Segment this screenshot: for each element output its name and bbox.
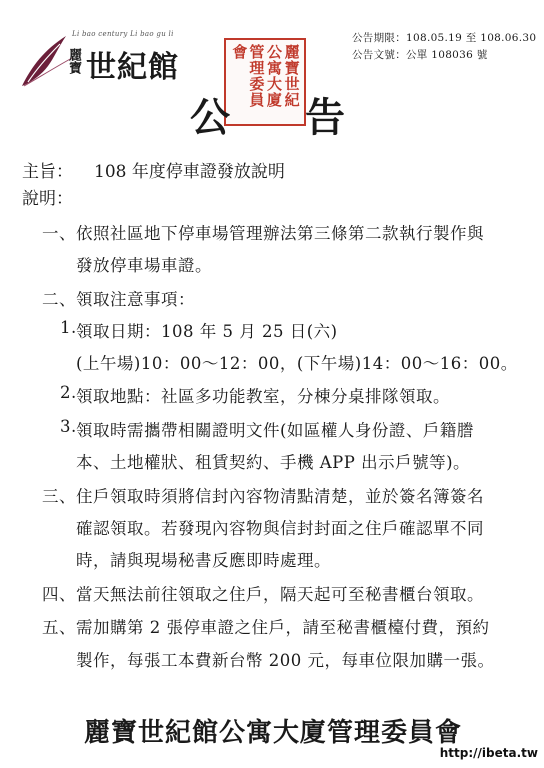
seal-text-col-2: 公寓大廈	[264, 44, 283, 108]
sub-3-line-2: 本、土地權狀、租賃契約、手機 APP 出示戶號等)。	[76, 453, 471, 472]
notice-doc-number: 公告文號：公單 108036 號	[352, 49, 488, 61]
seal-text-col-3: 管理委員會	[230, 44, 266, 108]
logo-brand-name: 世紀館	[86, 50, 179, 85]
logo-brand-small: 麗寶	[66, 48, 81, 74]
sub-3-number: 3.	[60, 417, 77, 436]
sub-2-number: 2.	[60, 383, 77, 402]
item-4-number: 四、	[42, 585, 76, 604]
source-watermark: http://ibeta.tw	[439, 746, 538, 760]
sub-1-line-2: (上午場)10：00～12：00，(下午場)14：00～16：00。	[76, 354, 518, 373]
subject-label: 主旨：	[22, 162, 73, 182]
sub-3-line-1: 領取時需攜帶相關證明文件(如區權人身份證、戶籍謄	[76, 421, 474, 440]
item-5-line-2: 製作，每張工本費新台幣 200 元，每車位限加購一張。	[76, 651, 495, 670]
seal-text-col-1: 麗寶世紀	[282, 44, 301, 108]
logo-script-text: Li bao century Li bao gu li	[72, 30, 174, 38]
item-3-line-1: 住戶領取時須將信封內容物清點清楚，並於簽名簿簽名	[76, 487, 484, 506]
committee-seal-stamp	[224, 38, 306, 126]
item-5-line-1: 需加購第 2 張停車證之住戶，請至秘書櫃檯付費，預約	[76, 618, 490, 637]
item-3-line-3: 時，請與現場秘書反應即時處理。	[76, 551, 331, 570]
item-2-number: 二、	[42, 290, 76, 309]
item-3-line-2: 確認領取。若發現內容物與信封封面之住戶確認單不同	[76, 519, 484, 538]
item-5-number: 五、	[42, 618, 76, 637]
item-2-line-1: 領取注意事項：	[76, 290, 195, 309]
sub-1-number: 1.	[60, 318, 77, 337]
committee-signature: 麗寶世紀館公寓大廈管理委員會	[84, 718, 463, 748]
notice-period: 公告期限：108.05.19 至 108.06.30	[352, 32, 537, 44]
item-1-number: 一、	[42, 224, 76, 243]
item-4-line-1: 當天無法前往領取之住戶，隔天起可至秘書櫃台領取。	[76, 585, 484, 604]
item-1-line-2: 發放停車場車證。	[76, 256, 212, 275]
sub-1-line-1: 領取日期：108 年 5 月 25 日(六)	[76, 322, 338, 341]
item-3-number: 三、	[42, 487, 76, 506]
notice-title-right: 告	[305, 94, 345, 141]
subject-text: 108 年度停車證發放說明	[94, 162, 285, 182]
notice-title-left: 公	[190, 94, 230, 141]
sub-2-line-1: 領取地點：社區多功能教室，分棟分桌排隊領取。	[76, 387, 450, 406]
item-1-line-1: 依照社區地下停車場管理辦法第三條第二款執行製作與	[76, 224, 484, 243]
description-label: 說明：	[22, 189, 73, 209]
